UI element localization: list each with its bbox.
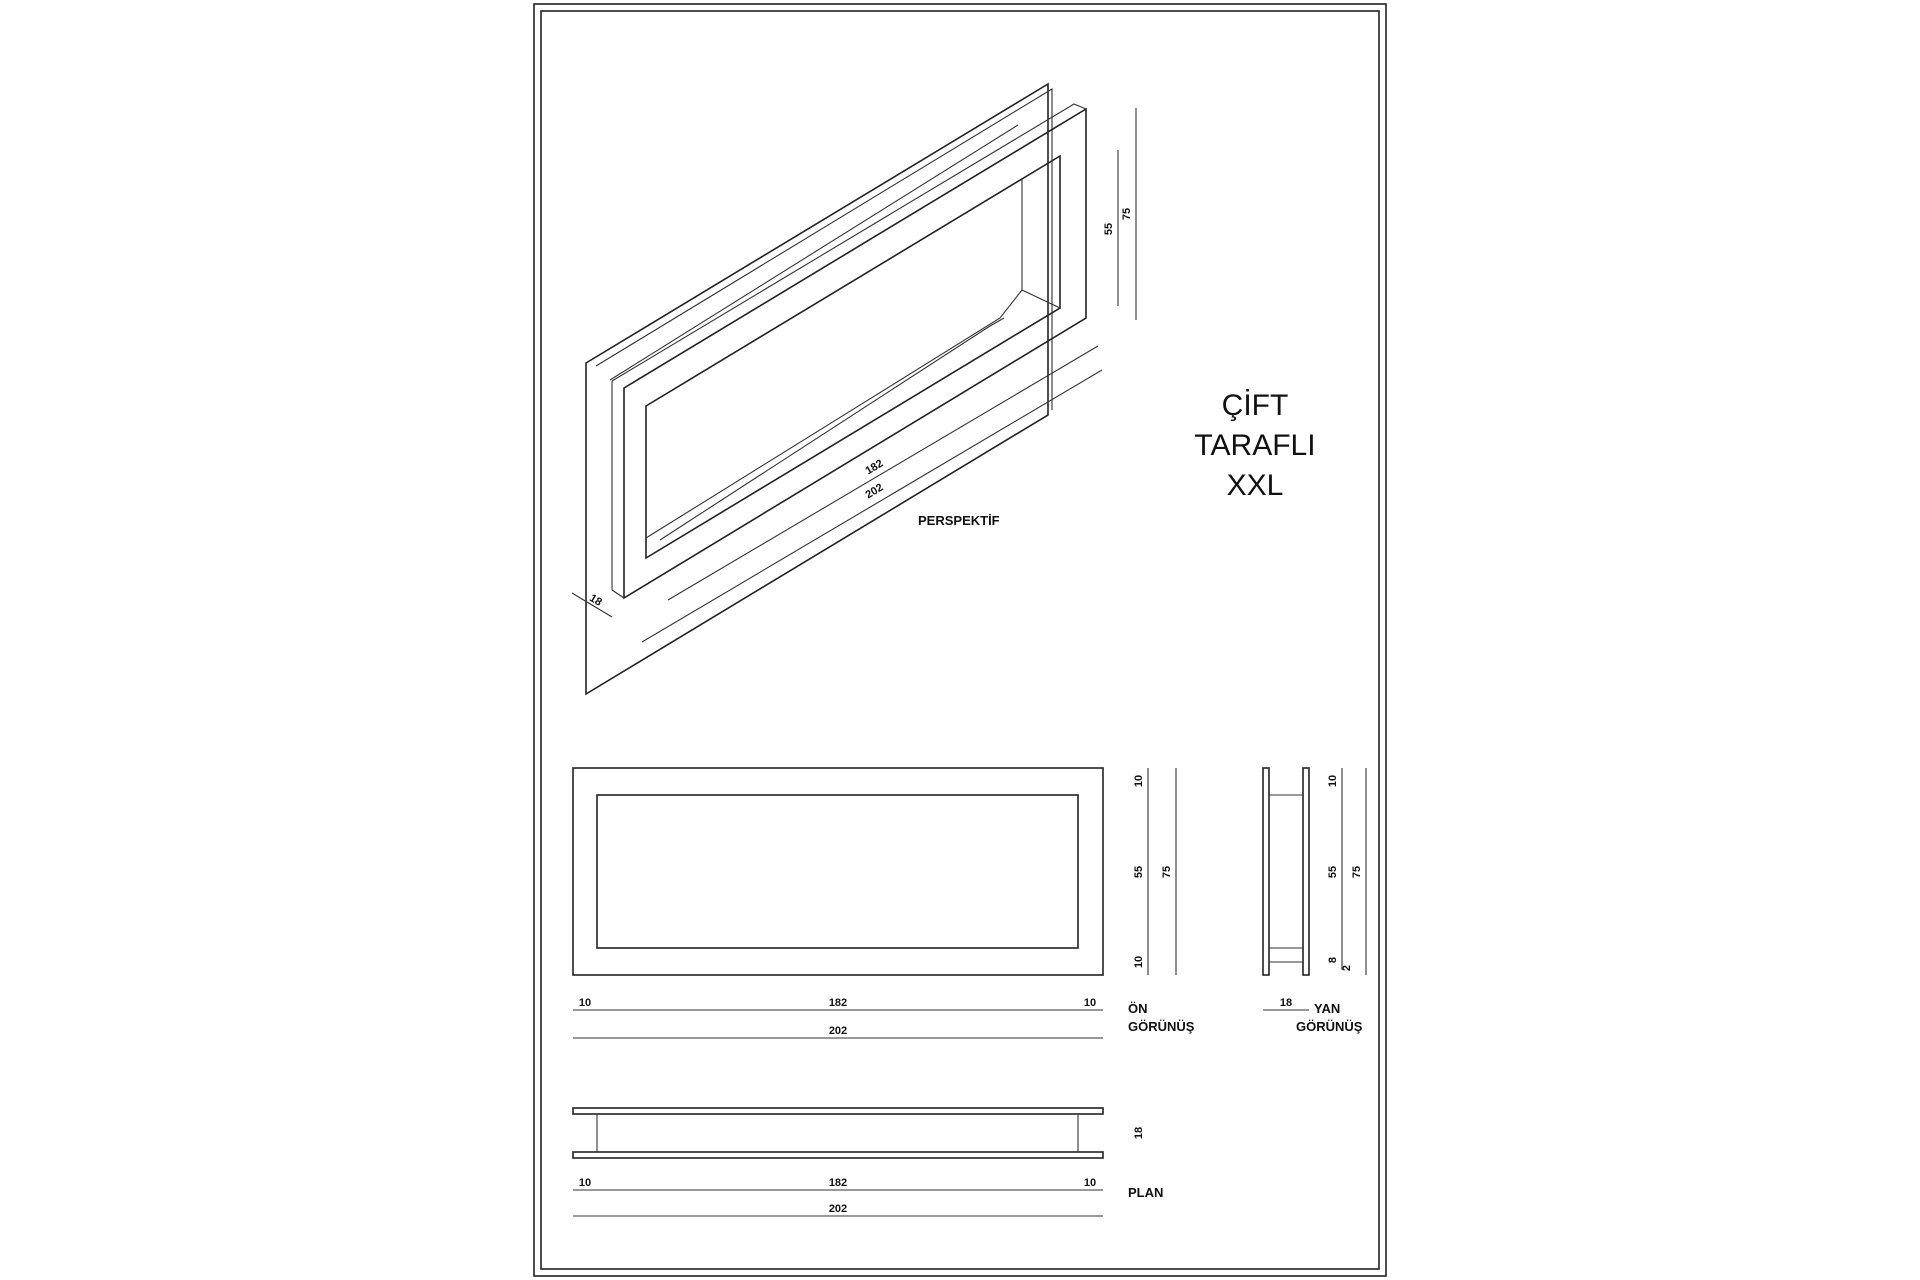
sheet-outer-border — [534, 4, 1386, 1276]
perspective-label: PERSPEKTİF — [918, 513, 1000, 528]
dim-front-right-border: 10 — [1083, 997, 1097, 1009]
title-line-2: TARAFLI — [1194, 429, 1316, 462]
dim-plan-total-width: 202 — [828, 1203, 848, 1215]
title-line-3: XXL — [1226, 469, 1284, 502]
dim-perspective-depth: 18 — [587, 592, 604, 609]
dim-front-total-height: 75 — [1161, 865, 1173, 879]
dim-plan-left-border: 10 — [578, 1177, 592, 1189]
dim-plan-right-border: 10 — [1083, 1177, 1097, 1189]
front-frame-depth-bottom — [612, 590, 624, 598]
dim-plan-depth: 18 — [1133, 1126, 1145, 1140]
title-line-1: ÇİFT — [1221, 389, 1289, 422]
plan-view — [573, 1108, 1163, 1216]
dim-side-total-height: 75 — [1351, 865, 1363, 879]
opening-inner-back — [1022, 178, 1060, 308]
dim-side-depth: 18 — [1279, 997, 1293, 1009]
dim-front-inner-width: 182 — [828, 997, 848, 1009]
opening-inner-ledge — [660, 318, 1004, 540]
dim-perspective-inner-height: 55 — [1103, 222, 1115, 236]
back-frame-edge — [596, 89, 1052, 410]
front-view-label-line-2: GÖRÜNÜŞ — [1128, 1019, 1195, 1034]
front-view-label-line-1: ÖN — [1128, 1001, 1148, 1016]
sheet-inner-border — [541, 11, 1379, 1269]
dim-line-total-width — [642, 370, 1102, 642]
dim-front-bottom-border: 10 — [1133, 955, 1145, 969]
dim-line-inner-width — [668, 346, 1098, 600]
back-frame-outline — [586, 84, 1048, 694]
plan-panel-front — [573, 1152, 1103, 1158]
dim-perspective-total-height: 75 — [1121, 207, 1133, 221]
side-panel-right — [1303, 768, 1309, 975]
dim-perspective-inner-width: 182 — [863, 457, 886, 478]
front-frame-inner — [597, 795, 1078, 948]
dim-side-bottom-value: 8 — [1327, 956, 1339, 964]
plan-panel-back — [573, 1108, 1103, 1114]
dim-front-top-border: 10 — [1133, 774, 1145, 788]
dim-front-left-border: 10 — [578, 997, 592, 1009]
dim-side-small-value: 2 — [1341, 964, 1353, 972]
back-frame-inner-edge — [610, 125, 1018, 380]
dim-front-inner-height: 55 — [1133, 865, 1145, 879]
side-view — [1263, 768, 1366, 1034]
title-block — [1194, 389, 1315, 502]
front-frame-opening — [646, 156, 1060, 558]
plan-label: PLAN — [1128, 1185, 1164, 1200]
front-view — [573, 768, 1195, 1038]
side-view-label-line-2: GÖRÜNÜŞ — [1296, 1019, 1363, 1034]
side-view-label-line-1: YAN — [1314, 1001, 1341, 1016]
dim-perspective-total-width: 202 — [863, 481, 886, 502]
dim-side-top-border: 10 — [1327, 774, 1339, 788]
front-frame-outer — [573, 768, 1103, 975]
front-frame-side-edge — [612, 104, 1086, 381]
perspective-view — [572, 84, 1136, 694]
dim-side-inner-height: 55 — [1327, 865, 1339, 879]
dim-plan-inner-width: 182 — [828, 1177, 848, 1189]
dim-front-total-width: 202 — [828, 1025, 848, 1037]
side-panel-left — [1263, 768, 1269, 975]
